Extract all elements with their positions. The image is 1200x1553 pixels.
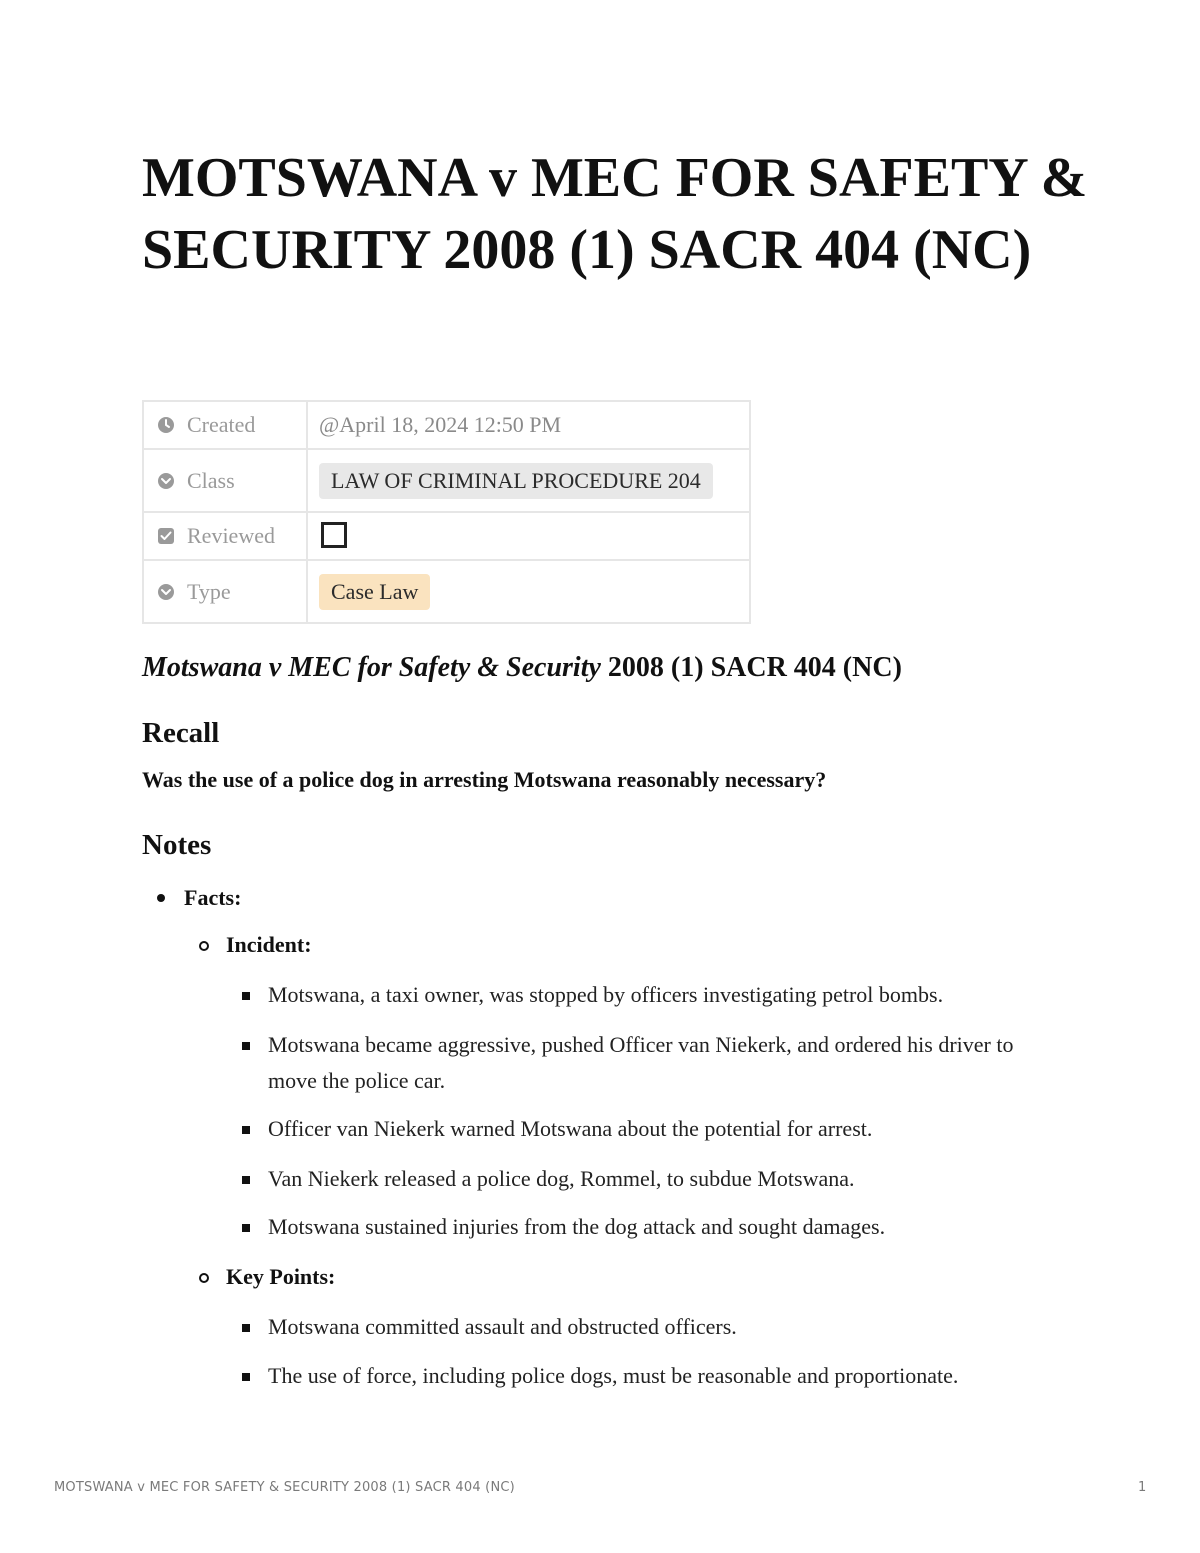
select-icon	[156, 471, 176, 491]
bullet-square	[242, 992, 250, 1000]
incident-item: Officer van Niekerk warned Motswana about the potential for arrest.	[268, 1116, 873, 1141]
property-label-created: Created	[187, 412, 256, 437]
bullet-square	[242, 1224, 250, 1232]
recall-heading: Recall	[142, 717, 220, 749]
checkbox-icon	[156, 526, 176, 546]
property-label-reviewed: Reviewed	[187, 523, 275, 548]
incident-item: Motswana, a taxi owner, was stopped by officers investigating petrol bombs.	[268, 982, 944, 1007]
key-point-item: The use of force, including police dogs, must be reasonable and proportionate.	[268, 1363, 959, 1388]
incident-item: Van Niekerk released a police dog, Rommel, to subdue Motswana.	[268, 1166, 855, 1191]
bullet-square	[242, 1324, 250, 1332]
bullet-circle	[199, 941, 209, 951]
case-reference: 2008 (1) SACR 404 (NC)	[600, 652, 902, 683]
bullet-square	[242, 1042, 250, 1050]
property-label-class: Class	[187, 467, 235, 493]
incident-item: Motswana sustained injuries from the dog attack and sought damages.	[268, 1214, 886, 1239]
type-tag[interactable]: Case Law	[319, 574, 430, 610]
property-value-created[interactable]	[307, 401, 750, 449]
page-title: MOTSWANA v MEC FOR SAFETY & SECURITY 2008 (1) SACR 404 (NC)	[142, 147, 1088, 281]
properties-table	[142, 400, 751, 624]
case-name: Motswana v MEC for Safety & Security	[142, 652, 601, 683]
property-value-reviewed	[307, 512, 750, 560]
facts-label: Facts:	[184, 885, 242, 910]
clock-icon	[156, 415, 176, 435]
property-key-class	[143, 449, 307, 512]
property-row-reviewed	[143, 512, 750, 560]
bullet-square	[242, 1126, 250, 1134]
select-icon	[156, 582, 176, 602]
recall-question: Was the use of a police dog in arresting Motswana reasonably necessary?	[142, 767, 827, 792]
property-value-type[interactable]	[307, 560, 750, 623]
bullet-disc	[157, 894, 165, 902]
property-value-class[interactable]	[307, 449, 750, 512]
class-tag[interactable]: LAW OF CRIMINAL PROCEDURE 204	[319, 463, 713, 499]
incident-item: Motswana became aggressive, pushed Officer van Niekerk, and ordered his driver to move the police car.	[268, 1032, 1014, 1093]
bullet-square	[242, 1373, 250, 1381]
notes-heading: Notes	[142, 829, 212, 861]
key-point-item: Motswana committed assault and obstructed officers.	[268, 1314, 737, 1339]
created-date: @April 18, 2024 12:50 PM	[319, 412, 562, 437]
case-citation	[142, 652, 902, 684]
footer-page-number: 1	[1138, 1480, 1147, 1495]
reviewed-checkbox[interactable]	[321, 522, 347, 548]
property-row-type	[143, 560, 750, 623]
property-row-created	[143, 401, 750, 449]
key-points-label: Key Points:	[226, 1264, 336, 1289]
property-row-class	[143, 449, 750, 512]
footer-running-title: MOTSWANA v MEC FOR SAFETY & SECURITY 2008 (1) SACR 404 (NC)	[54, 1480, 515, 1495]
bullet-square	[242, 1176, 250, 1184]
property-label-type: Type	[187, 578, 231, 604]
property-key-created	[143, 401, 307, 449]
property-key-reviewed	[143, 512, 307, 560]
incident-label: Incident:	[226, 932, 312, 957]
bullet-circle	[199, 1273, 209, 1283]
property-key-type	[143, 560, 307, 623]
